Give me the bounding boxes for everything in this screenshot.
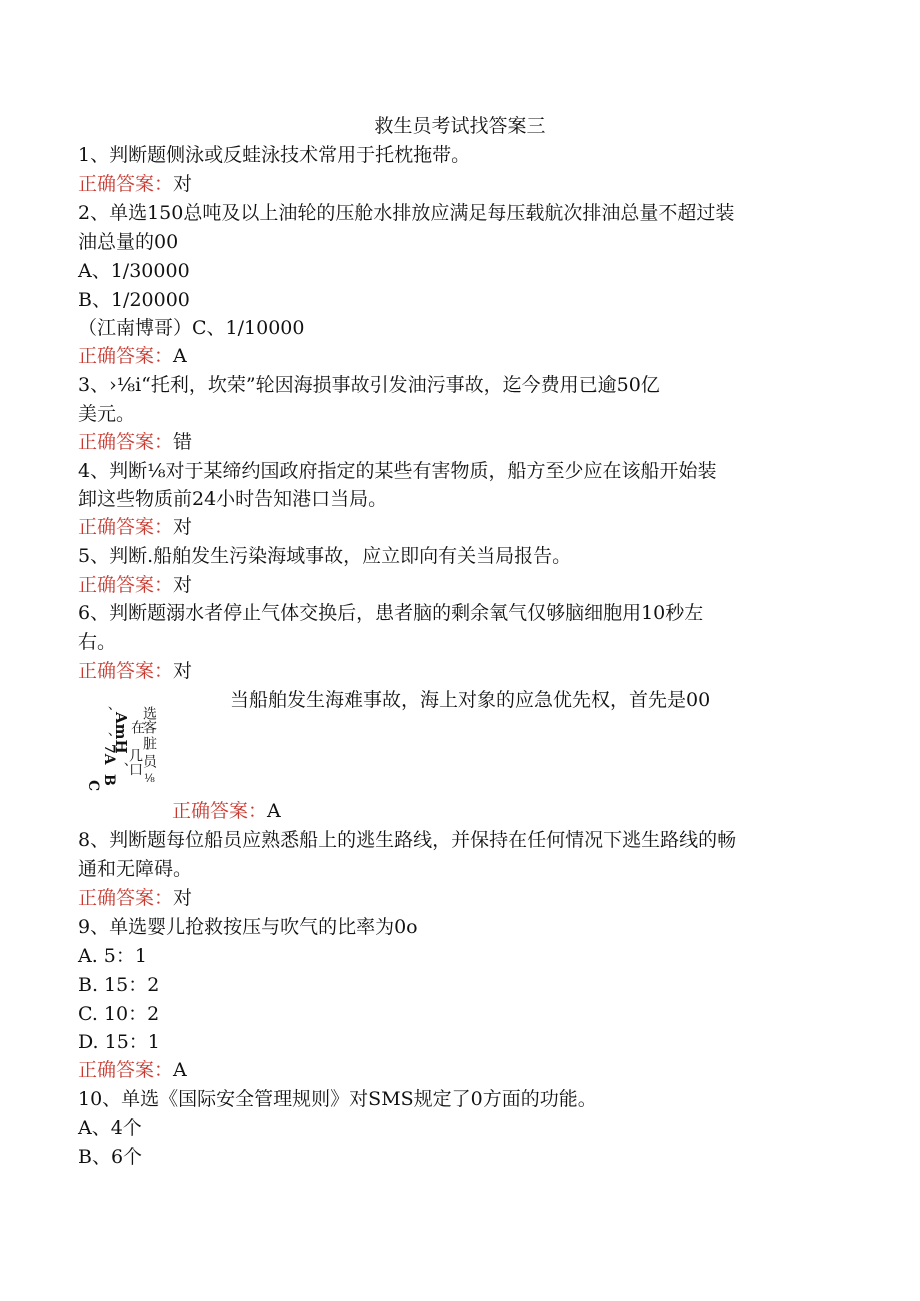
question-10: 10、单选《国际安全管理规则》对SMS规定了0方面的功能。 [78,1088,597,1110]
question-5: 5、判断.船舶发生污染海域事故，应立即向有关当局报告。 [78,545,572,567]
option-10-b: B、6个 [78,1146,143,1168]
scramble-fragment: AmH [112,712,130,754]
scramble-fragment: 、 [113,762,129,776]
question-6-line-2: 右。 [78,631,117,653]
scramble-fragment: 脏 [141,736,157,750]
scramble-fragment: C [85,780,101,792]
scramble-fragment: 员 [141,754,157,768]
option-9-c: C. 10：2 [78,1003,160,1025]
question-7: 当船舶发生海难事故，海上对象的应急优先权，首先是00 [230,689,711,711]
option-10-a: A、4个 [78,1117,142,1139]
answer-6: 正确答案：对 [78,660,193,682]
scramble-fragment: B [101,774,117,786]
question-2-line-1: 2、单选150总吨及以上油轮的压舱水排放应满足每压载航次排油总量不超过装 [78,202,735,224]
question-8-line-1: 8、判断题每位船员应熟悉船上的逃生路线，并保持在任何情况下逃生路线的畅 [78,829,737,851]
option-9-d: D. 15：1 [78,1031,160,1053]
scramble-fragment: 在 [129,720,145,734]
scramble-fragment: 7A [101,744,117,765]
answer-1: 正确答案：对 [78,173,193,195]
option-2-c: （江南博哥）C、1/10000 [78,317,305,339]
question-3-line-2: 美元。 [78,403,136,425]
scramble-fragment: 选客 [141,706,157,734]
answer-2: 正确答案：A [78,345,187,367]
question-3-line-1: 3、›⅛i“托利，坎荣”轮因海损事故引发油污事故，迄今费用已逾50亿 [78,374,660,396]
scrambled-options [84,706,164,798]
option-2-a: A、1/30000 [78,260,190,282]
question-4-line-1: 4、判断⅛对于某缔约国政府指定的某些有害物质，船方至少应在该船开始装 [78,460,717,482]
answer-8: 正确答案：对 [78,887,193,909]
scramble-fragment: 几口 [127,748,143,776]
question-6-line-1: 6、判断题溺水者停止气体交换后，患者脑的剩余氧气仅够脑细胞用10秒左 [78,602,704,624]
question-9: 9、单选婴儿抢救按压与吹气的比率为0o [78,916,418,938]
scramble-fragment: 、 [97,732,113,746]
answer-9: 正确答案：A [78,1059,187,1081]
answer-3: 正确答案：错 [78,431,193,453]
answer-4: 正确答案：对 [78,516,193,538]
option-9-a: A. 5：1 [78,945,147,967]
answer-5: 正确答案：对 [78,574,193,596]
scramble-fragment: ⅛ [143,772,156,785]
scramble-fragment: 、 [97,706,113,720]
question-1: 1、判断题侧泳或反蛙泳技术常用于托枕拖带。 [78,144,471,166]
option-9-b: B. 15：2 [78,974,160,996]
question-2-line-2: 油总量的00 [78,231,179,253]
answer-7: 正确答案：A [172,800,281,822]
page-title: 救生员考试找答案三 [374,115,546,137]
question-4-line-2: 卸这些物质前24小时告知港口当局。 [78,488,388,510]
option-2-b: B、1/20000 [78,289,190,311]
question-8-line-2: 通和无障碍。 [78,858,193,880]
